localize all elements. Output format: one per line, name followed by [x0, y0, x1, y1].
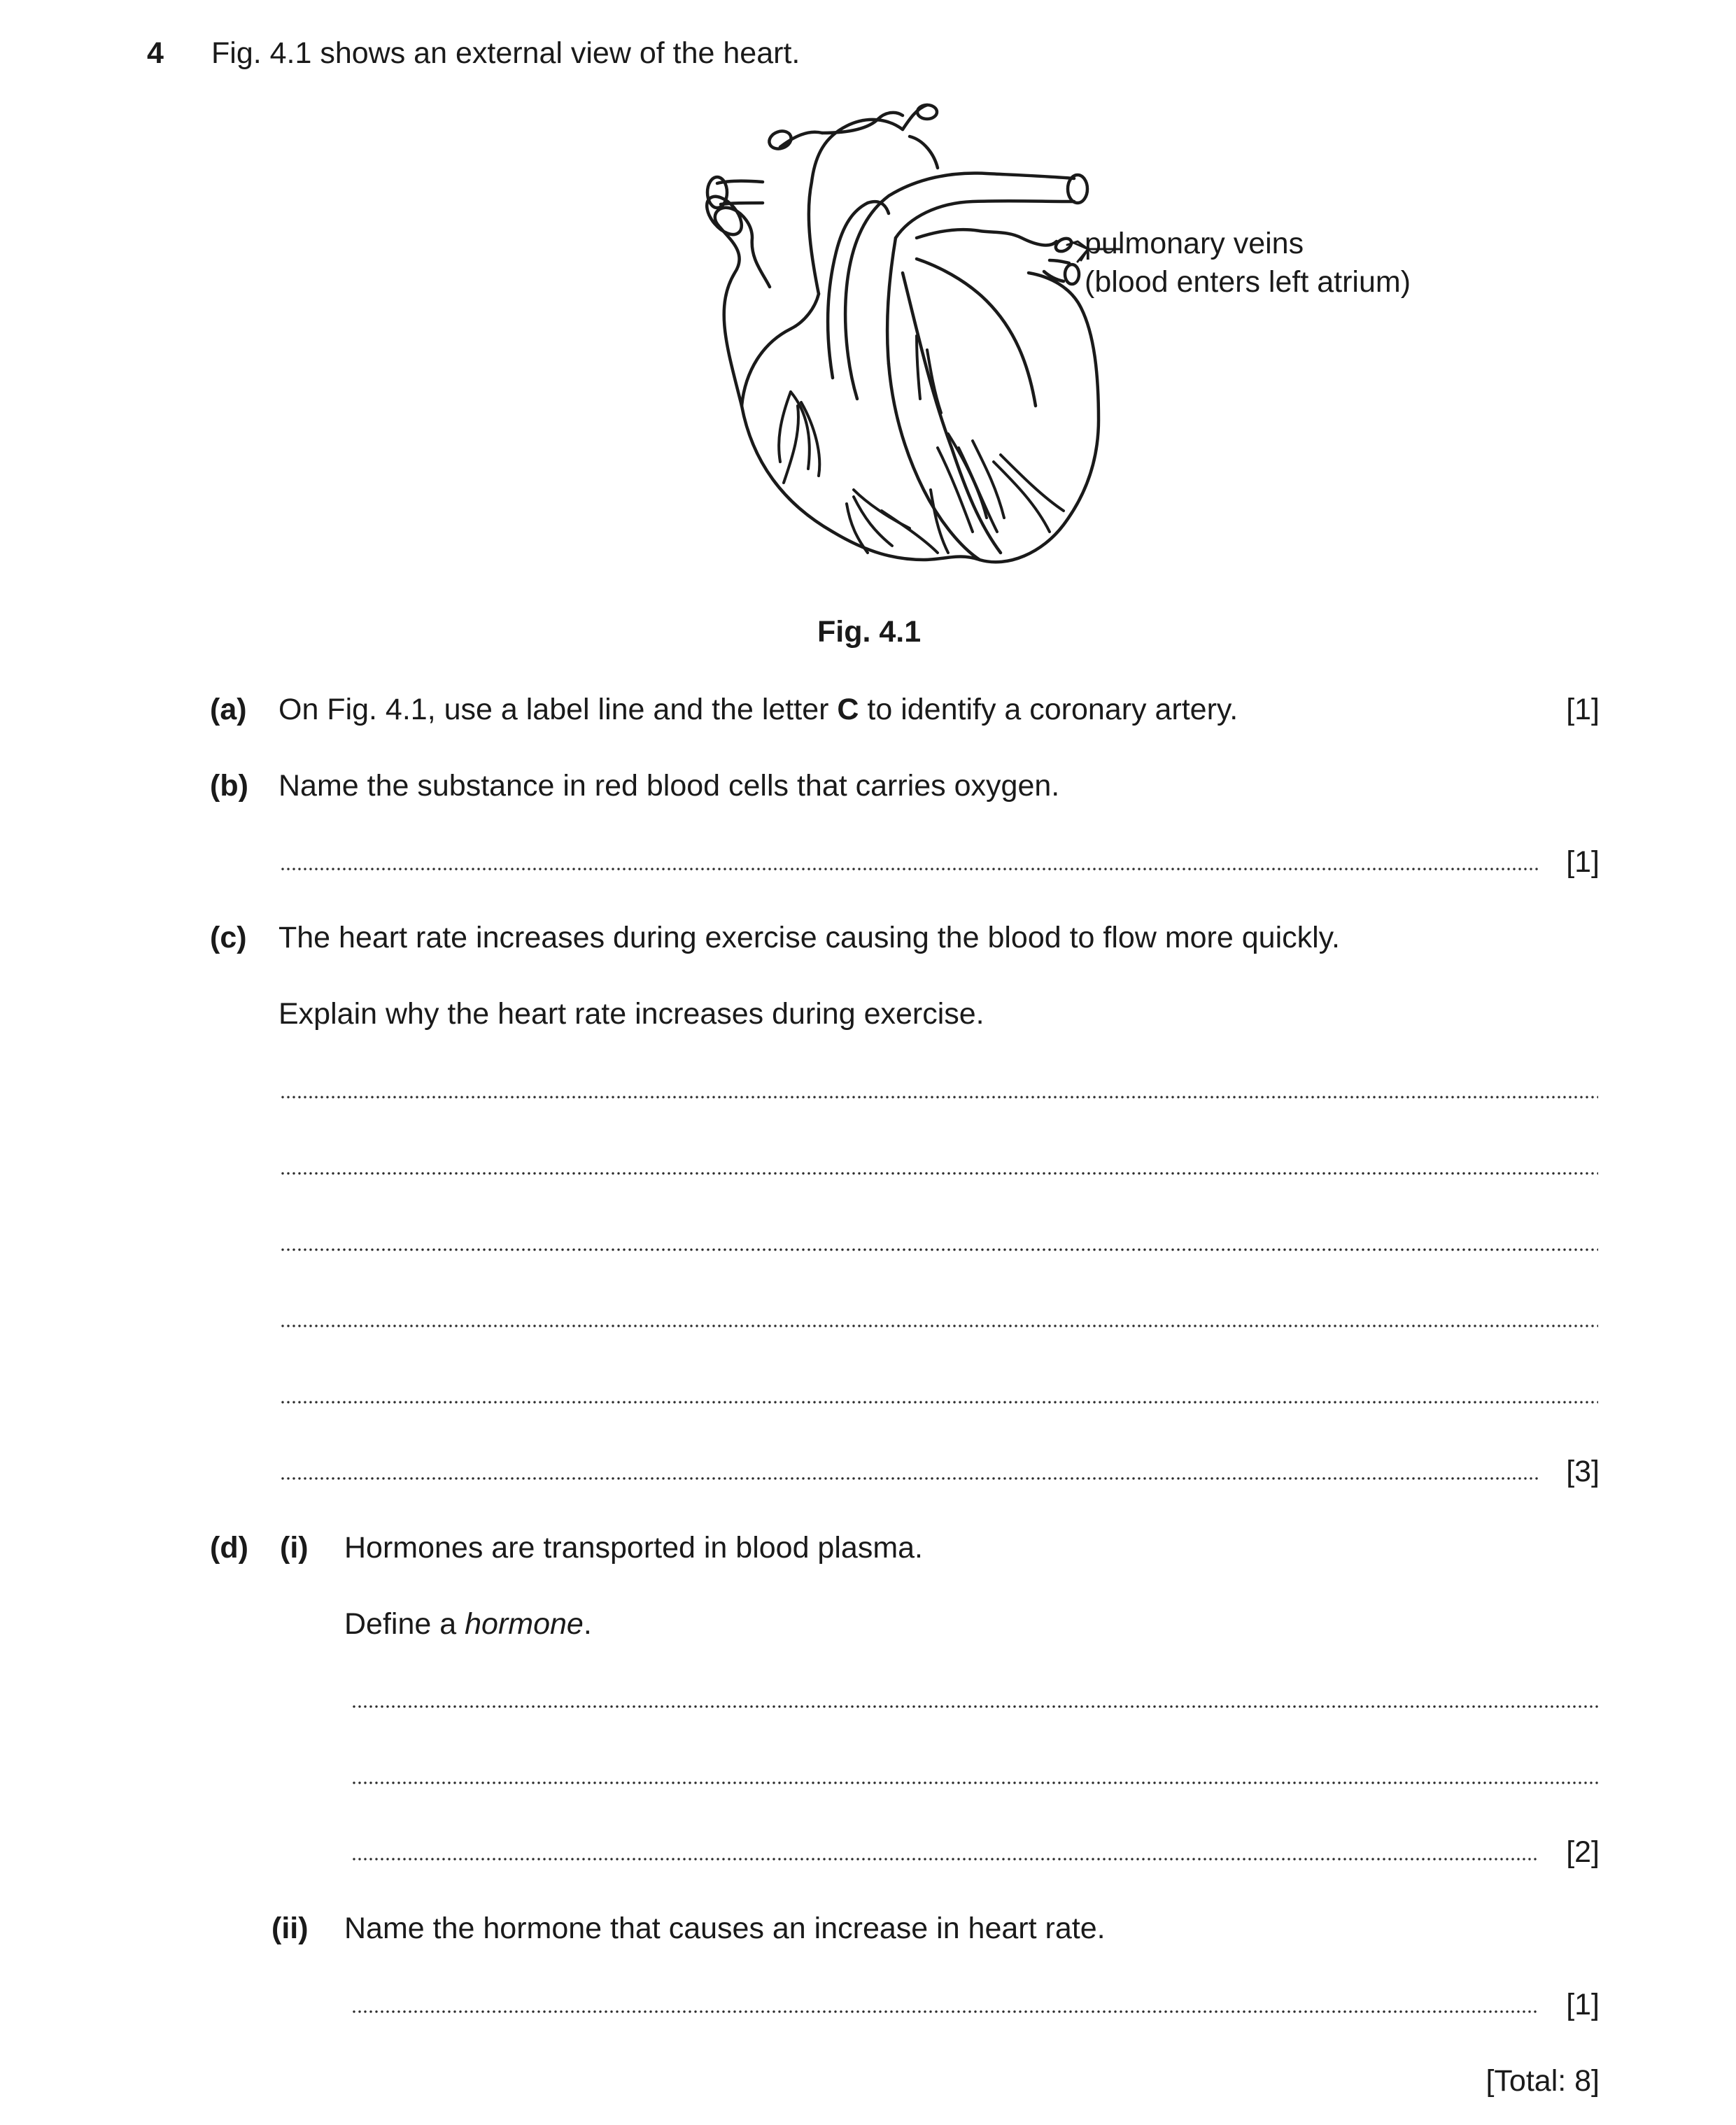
part-d-i-marks: [2]: [1566, 1835, 1600, 1869]
part-b-marks: [1]: [1566, 845, 1600, 879]
part-c-answer-line[interactable]: [280, 1172, 1598, 1175]
part-a-marks: [1]: [1566, 693, 1600, 726]
part-d-i-text2-italic: hormone: [465, 1607, 584, 1641]
heart-diagram: [686, 98, 1714, 574]
part-c-label: (c): [210, 921, 247, 954]
part-d-ii-marks: [1]: [1566, 1988, 1600, 2021]
part-d-i-text2-before: Define a: [344, 1607, 465, 1641]
part-a-text-after: to identify a coronary artery.: [859, 693, 1239, 726]
part-c-marks: [3]: [1566, 1455, 1600, 1488]
total-marks: [Total: 8]: [1486, 2064, 1600, 2098]
part-c-answer-line[interactable]: [280, 1096, 1598, 1099]
part-d-i-label: (i): [280, 1531, 309, 1565]
part-d-i-answer-line[interactable]: [351, 1705, 1598, 1708]
part-d-ii-answer-line[interactable]: [351, 2010, 1539, 2013]
part-b-text: Name the substance in red blood cells that carries oxygen.: [278, 769, 1060, 803]
question-intro: Fig. 4.1 shows an external view of the heart.: [211, 36, 800, 70]
part-c-answer-line[interactable]: [280, 1401, 1598, 1404]
figure-label-blood-enters: (blood enters left atrium): [1085, 265, 1411, 299]
figure-label-pulmonary-veins: pulmonary veins: [1085, 227, 1304, 260]
part-a-label: (a): [210, 693, 247, 726]
part-c-answer-line[interactable]: [280, 1248, 1598, 1251]
part-d-i-answer-line[interactable]: [351, 1858, 1539, 1861]
part-c-answer-line[interactable]: [280, 1477, 1539, 1480]
part-b-label: (b): [210, 769, 248, 803]
figure-caption: Fig. 4.1: [817, 615, 922, 649]
part-a-text-bold: C: [837, 693, 859, 726]
part-c-text1: The heart rate increases during exercise causing the blood to flow more quickly.: [278, 921, 1340, 954]
part-d-ii-text: Name the hormone that causes an increase in heart rate.: [344, 1912, 1106, 1945]
part-d-i-text1: Hormones are transported in blood plasma.: [344, 1531, 923, 1565]
part-c-answer-line[interactable]: [280, 1325, 1598, 1327]
part-a-text-before: On Fig. 4.1, use a label line and the letter: [278, 693, 838, 726]
part-d-i-text2: [344, 1606, 592, 1642]
part-d-i-text2-after: .: [583, 1607, 592, 1641]
part-a-text: [278, 691, 1238, 728]
question-number: 4: [147, 36, 164, 70]
part-d-i-answer-line[interactable]: [351, 1781, 1598, 1784]
part-b-answer-line[interactable]: [280, 868, 1539, 870]
part-c-text2: Explain why the heart rate increases during exercise.: [278, 997, 985, 1031]
part-d-ii-label: (ii): [271, 1912, 309, 1945]
part-d-label: (d): [210, 1531, 248, 1565]
